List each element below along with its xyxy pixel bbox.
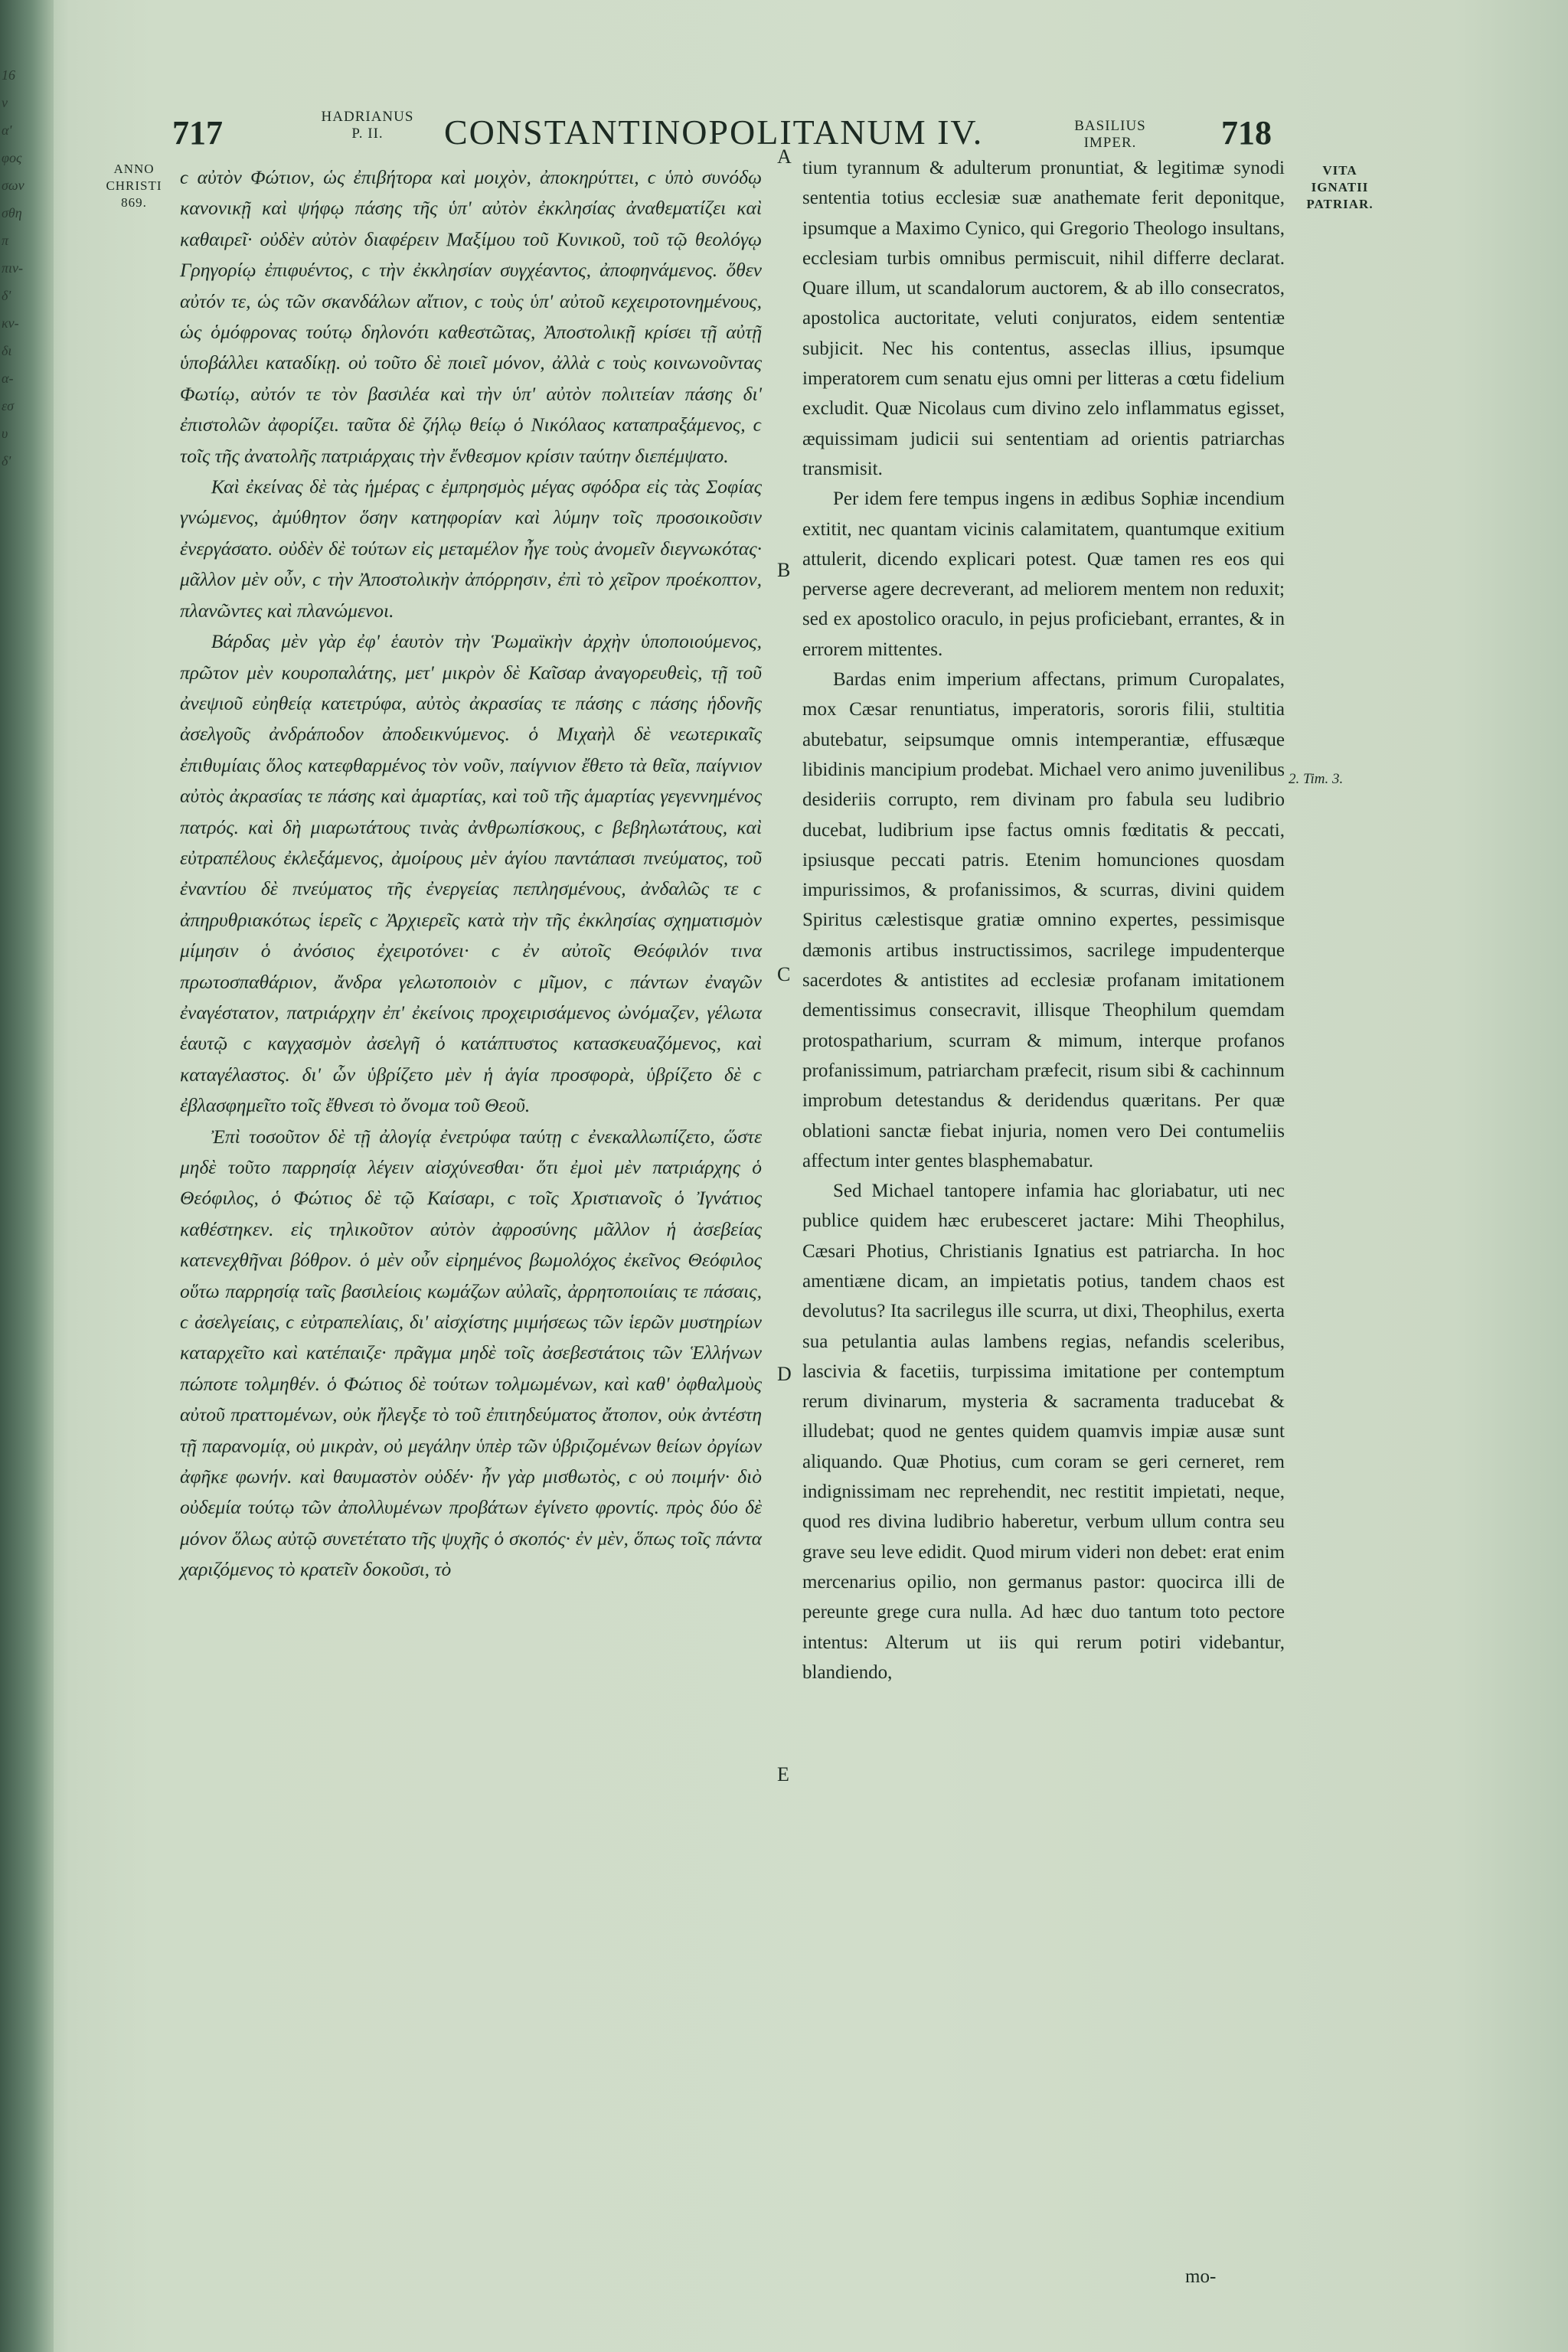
right-header-note	[1049, 118, 1171, 152]
margin-note-right	[1294, 162, 1386, 213]
greek-column	[180, 162, 762, 1586]
left-header-text: HADRIANUS P. II.	[321, 109, 414, 142]
greek-paragraph: Καὶ ἐκείνας δὲ τὰς ἡμέρας ϲ ἐμπρησμὸς μέγας σφόδρα εἰς τὰς Σοφίας γνώμενος, ἀμύθητον ὅσην κατηφορίαν καὶ λύμην τοῖς προσοικοῦσιν ἐνεργάσατο. οὐδὲν δὲ τούτων εἰς μεταμέλον ἦγε τοὺς ἀνομεῖν διεγνωκότας· μᾶλλον μὲν οὖν, ϲ τὴν Ἀποστολικὴν ἀπόρρησιν, ἐπὶ τὸ χεῖρον προέκοπτον, πλανῶντες καὶ πλανώμενοι.	[180, 475, 762, 622]
binding-gutter	[0, 0, 54, 2352]
section-letter-b: B	[777, 559, 791, 581]
catchword: mo-	[1185, 2266, 1217, 2287]
margin-reference: 2. Tim. 3.	[1289, 771, 1344, 787]
section-letter-a: A	[777, 145, 792, 168]
margin-note-left-text: ANNO CHRISTI 869.	[106, 162, 162, 210]
greek-paragraph: Ἐπὶ τοσοῦτον δὲ τῇ ἀλογίᾳ ἐνετρύφα ταύτῃ ϲ ἐνεκαλλωπίζετο, ὥστε μηδὲ τοῦτο παρρησίᾳ λέγειν αἰσχύνεσθαι· ὅτι ἐμοὶ μὲν πατριάρχης ὁ Θεόφιλος, ὁ Φώτιος δὲ τῷ Καίσαρι, ϲ τοῖς Χριστιανοῖς ὁ Ἰγνάτιος καθέστηκεν. εἰς τηλικοῦτον αὐτὸν ἀφροσύνης μᾶλλον ἡ ἀσεβείας κατενεχθῆναι βόθρον. ὁ μὲν οὖν εἰρημένος βωμολόχος ἐκεῖνος Θεόφιλος οὕτω παρρησίᾳ ταῖς βασιλείοις κωμάζων αὐλαῖς, ἀρρητοποιίαις τε πάσαις, ϲ ἀσελγείαις, ϲ εὐτραπελίαις, δι' αἰσχίστης μιμήσεως τῶν ἱερῶν μυστηρίων καταρχεῖτο καὶ κατέπαιζε· πρᾶγμα μηδὲ τοῖς ἀσεβεστάτοις τῶν Ἑλλήνων πώποτε τολμηθέν. ὁ Φώτιος δὲ τούτων τολμωμένων, καὶ καθ' ὀφθαλμοὺς αὐτοῦ πραττομένων, οὐκ ἤλεγξε τὸ τοῦ ἐπιτηδεύματος ἄτοπον, οὐκ ἀντέστη τῇ παρανομίᾳ, οὐ μικρὰν, οὐ μεγάλην ὑπὲρ τῶν ὑβριζομένων θείων ὀργίων ἀφῆκε φωνήν. καὶ θαυμαστὸν οὐδέν· ἦν γὰρ μισθωτὸς, ϲ οὐ ποιμήν· διὸ οὐδεμία τούτῳ τῶν ἀπολλυμένων προβάτων ἐγίνετο φροντίς. πρὸς δύο δὲ μόνον ὅλως αὐτῷ συνετέτατο τῆς ψυχῆς ὁ σκοπός· ἐν μὲν, ὅπως τοῖς πάντα χαριζόμενος τὸ κρατεῖν δοκοῦσι, τὸ	[180, 1125, 762, 1581]
facing-page-fragment: 16 v α' φος σων σθη π πιν- δ' κν- δι α- εσ υ δ'	[2, 67, 24, 469]
margin-note-left	[92, 161, 176, 211]
margin-note-right-text: VITA IGNATII PATRIAR.	[1306, 163, 1374, 211]
greek-paragraph: Βάρδας μὲν γὰρ ἐφ' ἑαυτὸν τὴν Ῥωμαϊκὴν ἀρχὴν ὑποποιούμενος, πρῶτον μὲν κουροπαλάτης, μετ' μικρὸν δὲ Καῖσαρ ἀναγορευθεὶς, τῇ τοῦ ἀνεψιοῦ εὐηθείᾳ κατετρύφα, αὐτὸς ἀκρασίας τε πάσης ϲ πάσης ἡδονῆς ἀσελγοῦς ἀνδράποδον ἀποδεικνύμενος. ὁ Μιχαὴλ δὲ νεωτερικαῖς ἐπιθυμίαις ὅλος κατεφθαρμένος τὸν νοῦν, παίγνιον ἔθετο τὰ θεῖα, παίγνιον αὐτὸς ἀκρασίας τε πάσης καὶ ἁμαρτίας, καὶ τοῦ τῆς ἁμαρτίας γεγεννημένος πατρός. καὶ δὴ μιαρωτάτους τινὰς ἀνθρωπίσκους, ϲ βεβηλωτάτους, καὶ εὐτραπέλους ἐκλεξάμενος, ἀμοίρους μὲν ἁγίου παντάπασι πνεύματος, τοῦ ἐναντίου δὲ πνεύματος τῆς ἐνεργείας πεπλησμένους, ἀνδαλῶς τε ϲ ἀπηρυθριακότως ἱερεῖς ϲ Ἀρχιερεῖς κατὰ τὴν τῆς ἐκκλησίας σχηματισμὸν μίμησιν ὁ ἀνόσιος ἐχειροτόνει· ϲ ἐν αὐτοῖς Θεόφιλόν τινα πρωτοσπαθάριον, ἄνδρα γελωτοποιὸν ϲ μῖμον, ϲ πάντων ἐναγῶν ἐναγέστατον, πατριάρχην ἐπ' ἐκείνοις προχειρισάμενος ὠνόμαζεν, γέλωτα ἑαυτῷ ϲ καγχασμὸν ἀσελγῆ ὁ κατάπτυστος κατασκευαζόμενος, καὶ καταγέλαστος. δι' ὧν ὑβρίζετο μὲν ἡ ἁγία προσφορὰ, ὑβρίζετο δὲ ϲ ἐβλασφημεῖτο τοῖς ἔθνεσι τὸ ὄνομα τοῦ Θεοῦ.	[180, 630, 762, 1117]
left-page-number: 717	[172, 114, 223, 152]
latin-column	[802, 153, 1285, 1687]
greek-paragraph: ϲ αὐτὸν Φώτιον, ὡς ἐπιβήτορα καὶ μοιχὸν, ἀποκηρύττει, ϲ ὑπὸ συνόδῳ κανονικῇ καὶ ψήφῳ πάσης τῆς ὑπ' αὐτὸν ἐκκλησίας ἀναθεματίζει καὶ καθαιρεῖ· οὐδὲν αὐτὸν διαφέρειν Μαξίμου τοῦ Κυνικοῦ, τοῦ τῷ θεολόγῳ Γρηγορίῳ ἐπιφυέντος, ϲ τὴν ἐκκλησίαν συγχέαντος, ἀποφηνάμενος. ὅθεν αὐτόν τε, ὡς τῶν σκανδάλων αἴτιον, ϲ τοὺς ὑπ' αὐτοῦ κεχειροτονημένους, ὡς ὁμόφρονας τούτῳ δηλονότι καθεστῶτας, Ἀποστολικῇ κρίσει τῇ αὐτῇ ὑποβάλλει καταδίκῃ. οὐ τοῦτο δὲ ποιεῖ μόνον, ἀλλὰ ϲ τοὺς κοινωνοῦντας Φωτίῳ, αὐτόν τε τὸν βασιλέα καὶ τὴν ὑπ' αὐτὸν πολιτείαν πάσης δι' ἐπιστολῶν ἀφορίζει. ταῦτα δὲ ζήλῳ θείῳ ὁ Νικόλαος καταπραξάμενος, ϲ τοῖς τῆς ἀνατολῆς πατριάρχαις τὴν ἔνθεσμον κρίσιν ταύτην διεπέμψατο.	[180, 166, 762, 467]
left-header-note	[306, 109, 429, 142]
latin-paragraph: Per idem fere tempus ingens in ædibus Sophiæ incendium extitit, nec quantam vicinis calamitatem, quantumque exitium attulerit, dicendo explicari potest. Quæ tamen res eos qui perverse agere decreverant, ad meliorem mentem non reduxit; sed ex apostolico oraculo, in pejus proficiebant, errantes, & in errorem mittentes.	[802, 488, 1285, 660]
latin-paragraph: Bardas enim imperium affectans, primum Curopalates, mox Cæsar renuntiatus, imperatoris, sororis filii, stultitia abutebatur, seipsumque omnis intemperantiæ, effusæque libidinis mancipium prodebat. Michael vero animo juvenilibus desideriis corrupto, rem divinam pro fabula seu ludibrio ducebat, ludibrium ipse factus omnis fœditatis & peccati, ipsiusque peccati patris. Etenim homunciones quosdam impurissimos, & profanissimos, & scurras, divini quidem Spiritus cælestisque gratiæ omnino expertes, pessimisque dæmonis artibus instructissimos, sacrilege impudenterque sacerdotes & antistites ad ecclesiæ profanam imitationem dementissimus consecravit, illisque Theophilum quemdam protospatharium, scurram & mimum, interque profanos profanissimum, patriarcham præfecit, risum sibi & cachinnum improbum detestandus & deridendus quæritans. Per quæ oblationi sanctæ fiebat injuria, nomen vero Dei contumeliis affectum inter gentes blasphemabatur.	[802, 669, 1285, 1171]
section-letter-d: D	[777, 1363, 792, 1385]
latin-paragraph: tium tyrannum & adulterum pronuntiat, & legitimæ synodi sententia totius ecclesiæ suæ anathemate ferit deponitque, ipsumque a Maximo Cynico, qui Gregorio Theologo insultans, ecclesiam turbis omnibus permiscuit, nihil differre declarat. Quare illum, ut scandalorum auctorem, & ab illo consecratos, apostolica auctoritate, veluti conjuratos, eidem sententiæ subjicit. Nec his contentus, asseclas illius, ipsumque imperatorem cum senatu ejus omni per litteras a cœtu fidelium excludit. Quæ Nicolaus cum divino zelo inflammatus egisset, æquissimam judicii sui sententiam ad orientis patriarchas transmisit.	[802, 158, 1285, 479]
section-letter-e: E	[777, 1763, 789, 1785]
latin-paragraph: Sed Michael tantopere infamia hac gloriabatur, uti nec publice quidem hæc erubesceret jactare: Mihi Theophilus, Cæsari Photius, Christianis Ignatius est patriarcha. In hoc amentiæne dicam, an impietatis potius, tandem chaos est devolutus? Ita sacrilegus ille scurra, ut dixi, Theophilus, exerta sua petulantia aulas lambens regias, nefandis sceleribus, lascivia & facetiis, turpissima imitatione per contemptum rerum divinarum, mysteria & sacramenta traducebat & illudebat; quod ne gentes quidem quamvis impiæ ausæ sunt aliquando. Quæ Photius, cum coram se geri cerneret, rem indignissimam nec reprehendit, nec restitit impietati, neque, quod res divina ludibrio haberetur, verbum ullum contra seu grave seu leve edidit. Quod mirum videri non debet: erat enim mercenarius opilio, non germanus pastor: quocirca illi de pereunte grege cura nulla. Ad hæc duo tantum toto pectore intentus: Alterum ut iis qui rerum potiri videbantur, blandiendo,	[802, 1181, 1285, 1683]
right-header-text: BASILIUS IMPER.	[1074, 118, 1146, 151]
right-page-number: 718	[1221, 114, 1272, 152]
page-title: CONSTANTINOPOLITANUM IV.	[444, 113, 984, 152]
section-letter-c: C	[777, 963, 791, 985]
